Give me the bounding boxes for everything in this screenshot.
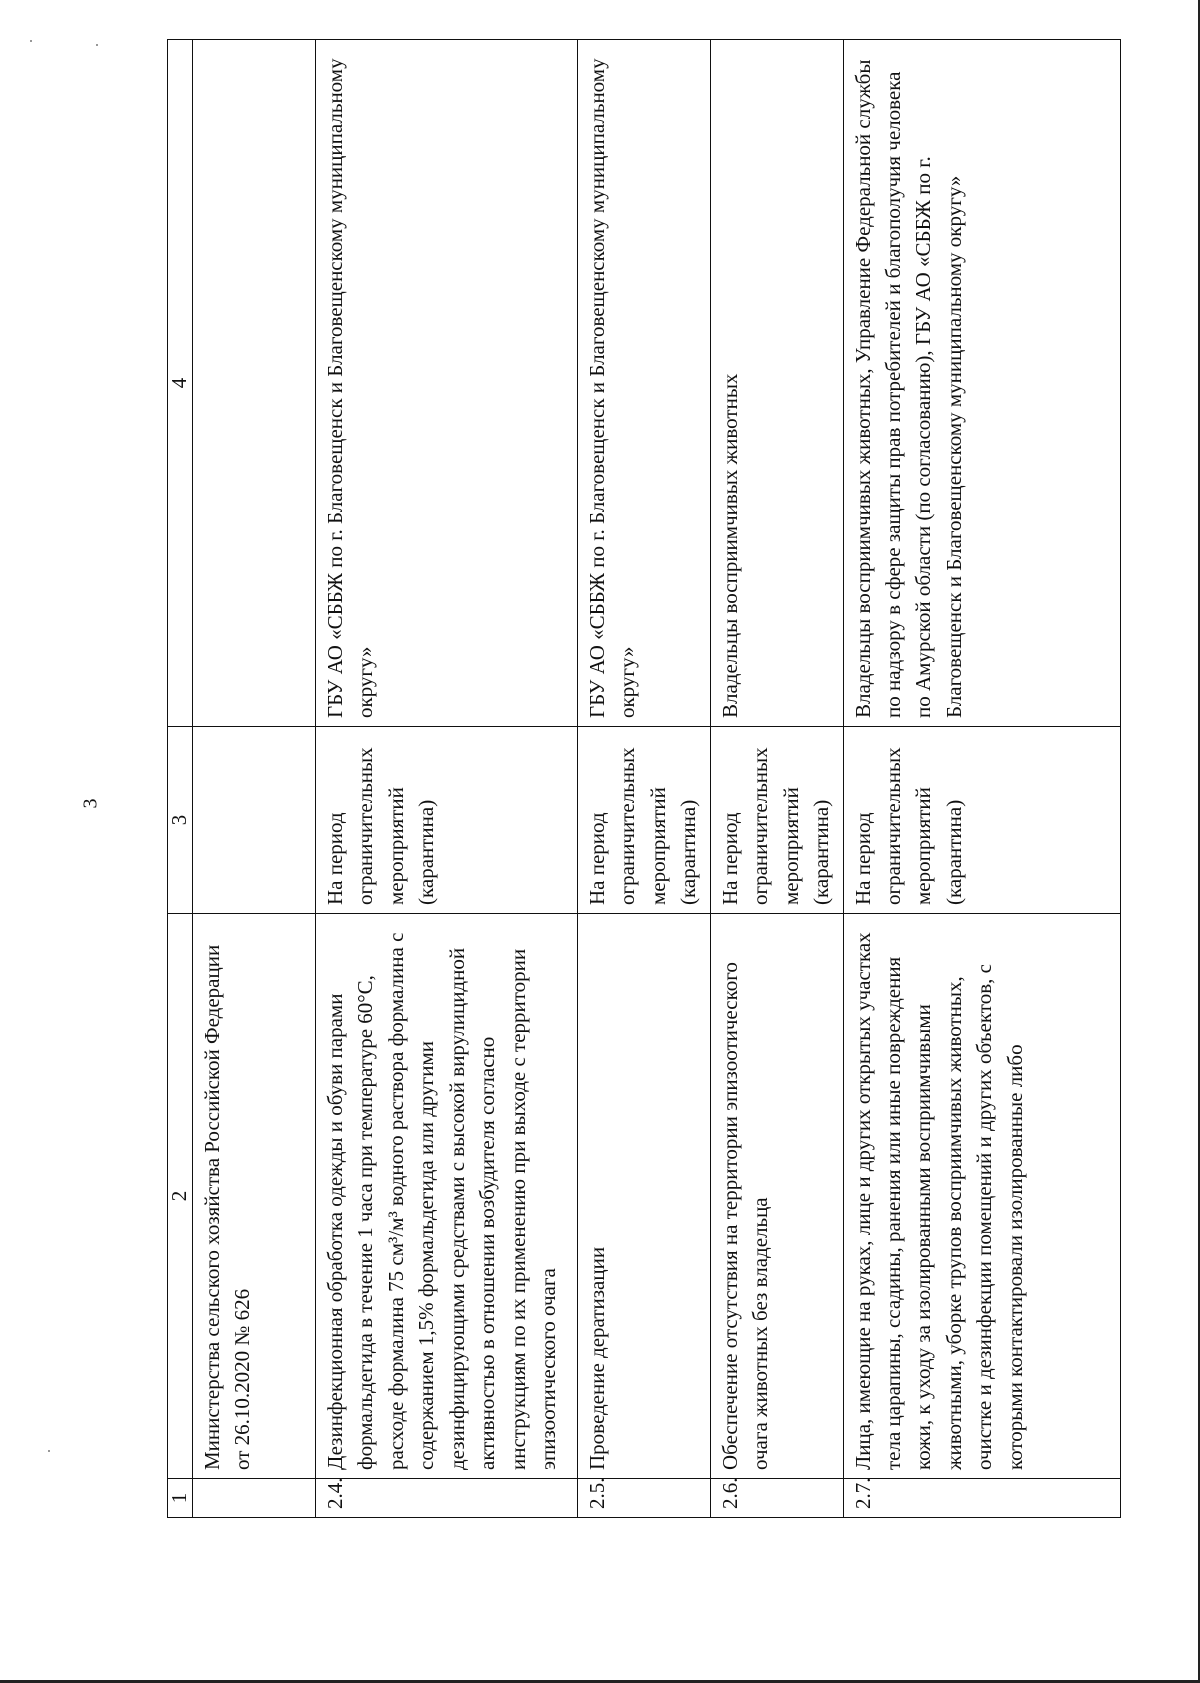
period-text — [193, 727, 316, 914]
header-col-2: 2 — [168, 914, 193, 1479]
measure-text: Министерства сельского хозяйства Российской Федерации от 26.10.2020 № 626 — [193, 914, 316, 1479]
table-row — [578, 40, 711, 1518]
responsible-text: Владельцы восприимчивых животных, Управление Федеральной службы по надзору в сфере защиты прав потребителей и благополучия человека по Амурской области (по согласованию), ГБУ АО «СББЖ по г. Благовещенск и Благовещенскому муниципальному округу» — [843, 40, 1120, 727]
responsible-text: ГБУ АО «СББЖ по г. Благовещенск и Благовещенскому муниципальному округу» — [578, 40, 711, 727]
scan-speck — [96, 44, 98, 46]
header-col-1: 1 — [168, 1479, 193, 1518]
row-number: 2.5. — [578, 1479, 711, 1518]
period-text: На период ограничительных мероприятий (карантина) — [578, 727, 711, 914]
measures-table-container — [167, 40, 1195, 1518]
measure-text: Дезинфекционная обработка одежды и обуви парами формальдегида в течение 1 часа при температуре 60°С, расходе формалина 75 см³/м³ водного раствора формалина с содержанием 1,5% формальдегида или другими дезинфицирующими средствами с высокой вирулицидной активностью в отношении возбудителя согласно инструкциям по их применению при выходе с территории эпизоотического очага — [316, 914, 578, 1479]
table-row — [316, 40, 578, 1518]
table-row — [710, 40, 843, 1518]
period-text: На период ограничительных мероприятий (карантина) — [710, 727, 843, 914]
table-row — [843, 40, 1120, 1518]
measure-text: Обеспечение отсутствия на территории эпизоотического очага животных без владельца — [710, 914, 843, 1479]
period-text: На период ограничительных мероприятий (карантина) — [316, 727, 578, 914]
row-number: 2.6. — [710, 1479, 843, 1518]
table-header-row — [168, 40, 193, 1518]
header-col-3: 3 — [168, 727, 193, 914]
row-number: 2.7. — [843, 1479, 1120, 1518]
measure-text: Проведение дератизации — [578, 914, 711, 1479]
scan-speck — [30, 40, 32, 42]
period-text: На период ограничительных мероприятий (карантина) — [843, 727, 1120, 914]
row-number — [193, 1479, 316, 1518]
responsible-text — [193, 40, 316, 727]
responsible-text: Владельцы восприимчивых животных — [710, 40, 843, 727]
measure-text: Лица, имеющие на руках, лице и других открытых участках тела царапины, ссадины, ранения или иные повреждения кожи, к уходу за изолированными восприимчивыми животными, уборке трупов восприимчивых животных, очистке и дезинфекции помещений и других объектов, с которыми контактировали изолированные либо — [843, 914, 1120, 1479]
table-row — [193, 40, 316, 1518]
scan-speck — [48, 1450, 50, 1452]
responsible-text: ГБУ АО «СББЖ по г. Благовещенск и Благовещенскому муниципальному округу» — [316, 40, 578, 727]
row-number: 2.4. — [316, 1479, 578, 1518]
measures-table — [167, 39, 1121, 1518]
header-col-4: 4 — [168, 40, 193, 727]
page-number: 3 — [79, 798, 102, 809]
